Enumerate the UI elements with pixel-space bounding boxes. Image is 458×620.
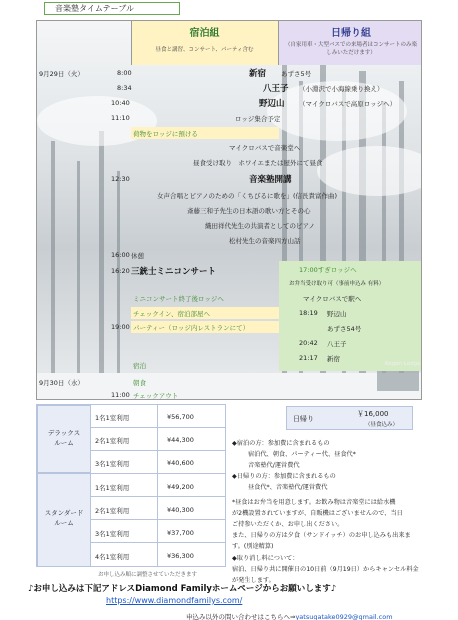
contact-email-link[interactable]: yatsugatake0929@gmail.com xyxy=(295,613,393,620)
lodge-gathering: ロッジ集合予定 xyxy=(235,115,281,123)
microbus-to-hall: マイクロバスで音楽堂へ xyxy=(229,144,301,152)
deluxe-3-label: 3名1室利用 xyxy=(95,460,130,468)
note-line-4: ◆日帰りの方：参加費に含まれるもの xyxy=(232,473,336,480)
schedule-table xyxy=(36,20,422,400)
note-line-5: 昼食代*、音楽塾代/運営費代 xyxy=(248,484,328,491)
note-line-6: *昼食はお弁当を用意します。お飲み物は音楽堂には給水機 xyxy=(232,499,396,506)
deluxe-3-price: ¥40,600 xyxy=(167,459,194,467)
day-price-value: ￥16,000 xyxy=(357,410,389,418)
note-line-7: が2機設置されていますが、自販機はございませんので、当日 xyxy=(232,510,403,517)
note-line-9: また、日帰りの方は夕食（サンドイッチ）のお申し込みも出来ま xyxy=(232,532,411,539)
standard-2-label: 2名1室利用 xyxy=(95,507,130,515)
deluxe-room-label: デラックス ルーム xyxy=(37,405,91,473)
note-line-11: ◆取り消し料について： xyxy=(232,555,299,562)
note-line-3: 音楽塾代/運営費代 xyxy=(248,462,300,469)
note-line-10: す。(別途精算) xyxy=(232,543,274,550)
return-place-2: あずさ54号 xyxy=(327,325,362,333)
apply-instruction: ♪お申し込みは下記アドレスDiamond Familyホームページからお願いします♪ xyxy=(28,584,337,594)
stop-hachioji: 八王子 xyxy=(263,84,289,94)
column-divider xyxy=(131,21,132,65)
page-title: 音楽塾タイムテーブル xyxy=(44,2,180,15)
party: パーティー（ロッジ内レストランにて） xyxy=(133,324,250,332)
contact-prefix: 申込み以外の問い合わせはこちらへ⇒ xyxy=(186,613,296,620)
homepage-link[interactable]: https://www.diamondfamilys.com/ xyxy=(106,596,243,605)
deluxe-2-price: ¥44,300 xyxy=(167,436,194,444)
lodge-luggage: 荷物をロッジに預ける xyxy=(133,130,198,138)
note-line-8: ご持参いただくか、お申し出ください。 xyxy=(232,521,344,528)
lunch-info: 昼食受け取り ホワイエまたは屋外にて昼食 xyxy=(193,159,323,167)
day-to-lodge: 17:00すぎロッジへ xyxy=(299,266,357,274)
stay-to-lodge: ミニコンサート終了後ロッジへ xyxy=(133,295,224,303)
day-lunchbox-option: お弁当受け取り可（事前申込み 有料） xyxy=(289,281,385,287)
lecture-1: 女声合唱とピアノのための「くちびるに歌を」(信長貴富作曲) xyxy=(157,192,338,200)
contact-line xyxy=(186,612,393,620)
day-microbus-station: マイクロバスで駅へ xyxy=(303,295,362,303)
return-place-3: 八王子 xyxy=(327,340,347,348)
time-0800: 8:00 xyxy=(117,69,132,77)
standard-1-label: 1名1室利用 xyxy=(95,484,130,492)
day-price-label: 日帰り xyxy=(293,415,314,423)
stop-nobeyama: 野辺山 xyxy=(259,99,285,109)
day2-date: 9月30日（水） xyxy=(39,379,84,387)
return-time-3: 20:42 xyxy=(299,339,318,347)
day-group-subtitle: （自家用車・大型バスでの来場者はコンサートのみ楽しみいただけます） xyxy=(284,42,417,56)
breakfast: 朝食 xyxy=(133,379,146,387)
stop-hachioji-note: （小淵沢で小海線乗り換え） xyxy=(299,85,384,93)
deluxe-2-label: 2名1室利用 xyxy=(95,437,130,445)
standard-3-label: 3名1室利用 xyxy=(95,530,130,538)
opening: 音楽塾開講 xyxy=(249,175,292,185)
time-0834: 8:34 xyxy=(117,84,132,92)
deluxe-1-label: 1名1室利用 xyxy=(95,414,130,422)
note-line-13: が発生します。 xyxy=(232,577,275,584)
day-price-sub: （昼食込み） xyxy=(365,422,399,428)
lecture-4: 松村先生の音楽四方山話 xyxy=(229,237,301,245)
day1-date: 9月29日（火） xyxy=(39,70,84,78)
standard-room-label: スタンダード ルーム xyxy=(37,473,91,567)
day-group-header xyxy=(279,21,422,65)
day-price-box xyxy=(286,406,413,430)
time-1900: 19:00 xyxy=(111,323,130,331)
standard-2-price: ¥40,300 xyxy=(167,506,194,514)
return-place-4: 新宿 xyxy=(327,355,340,363)
return-time-4: 21:17 xyxy=(299,354,318,362)
pricing-table xyxy=(36,404,226,567)
time-1600: 16:00 xyxy=(111,251,130,259)
stop-shinjuku-note: あずさ5号 xyxy=(281,70,312,78)
stay-group-subtitle: 昼食と講習、コンサート、パーティ含む xyxy=(155,47,254,53)
break: 休憩 xyxy=(131,252,144,260)
standard-4-price: ¥36,300 xyxy=(167,552,194,560)
mini-concert: 三銃士ミニコンサート xyxy=(131,267,217,277)
standard-3-price: ¥37,700 xyxy=(167,529,194,537)
deluxe-1-price: ¥56,700 xyxy=(167,413,194,421)
time-1230: 12:30 xyxy=(111,175,130,183)
return-time-1: 18:19 xyxy=(299,309,318,317)
time-1110: 11:10 xyxy=(111,114,130,122)
stay-night: 宿泊 xyxy=(133,362,146,370)
note-line-2: 宿泊代、朝食、パーティー代、昼食代* xyxy=(248,451,356,458)
checkin: チェックイン、宿泊部屋へ xyxy=(133,310,210,318)
checkout: チェックアウト xyxy=(133,392,179,400)
lecture-2: 斎藤三和子先生の日本語の歌い方とその心 xyxy=(187,207,311,215)
lecture-3: 織田祥代先生の共演者としてのピアノ xyxy=(205,222,315,230)
time-1040: 10:40 xyxy=(111,99,130,107)
lodge-sign: Kogen Lodge xyxy=(385,361,421,367)
note-line-1: ◆宿泊の方：参加費に含まれるもの xyxy=(232,440,330,447)
standard-1-price: ¥49,200 xyxy=(167,483,194,491)
stay-group-header xyxy=(131,21,279,65)
day-group-title: 日帰り組 xyxy=(331,28,371,39)
stay-group-title: 宿泊組 xyxy=(189,28,220,39)
pricing-note: お申し込み順に調整させていただきます xyxy=(98,572,198,578)
standard-4-label: 4名1室利用 xyxy=(95,553,130,561)
stop-nobeyama-note: （マイクロバスで高原ロッジへ） xyxy=(299,100,397,108)
time-1620: 16:20 xyxy=(111,267,130,275)
note-line-12: 宿泊、日帰り共に開催日の10日前（9月19日）からキャンセル料金 xyxy=(232,566,419,573)
return-place-1: 野辺山 xyxy=(327,310,347,318)
time-1100: 11:00 xyxy=(111,391,130,399)
stop-shinjuku: 新宿 xyxy=(249,69,267,79)
